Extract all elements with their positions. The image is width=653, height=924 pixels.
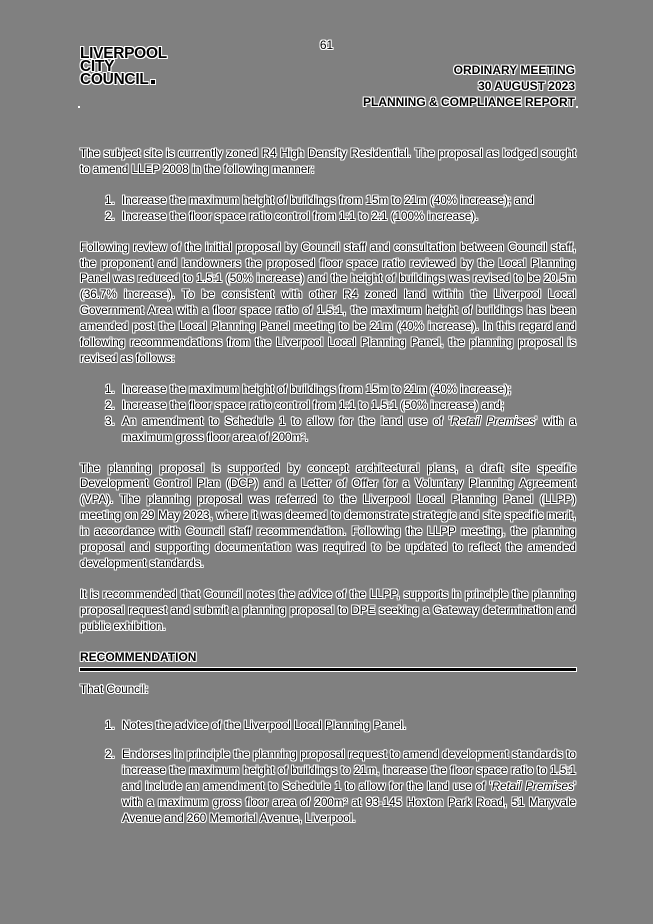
heading-rule xyxy=(80,668,576,671)
recommendation-list xyxy=(80,718,576,826)
council-logo xyxy=(80,47,167,86)
logo-line-1: LIVERPOOL xyxy=(80,45,167,62)
revised-item-1: 1. Increase the maximum height of buildings from 15m to 21m (40% increase); xyxy=(118,382,576,398)
recommended-paragraph: It is recommended that Council notes the advice of the LLPP, supports in principle the planning proposal request and submit a planning proposal to DPE seeking a Gateway determination and public exhibition. xyxy=(80,587,576,633)
recommendation-item-1: 1. Notes the advice of the Liverpool Local Planning Panel. xyxy=(118,718,576,734)
logo-mark-icon xyxy=(151,80,155,84)
meeting-type: ORDINARY MEETING xyxy=(453,63,575,77)
intro-list xyxy=(80,193,576,225)
recommendation-intro: That Council: xyxy=(80,683,149,697)
revised-list xyxy=(80,382,576,446)
logo-line-2: CITY xyxy=(80,58,115,75)
report-header xyxy=(363,62,575,110)
recommendation-heading: RECOMMENDATION xyxy=(80,649,197,664)
header-marker-right xyxy=(576,106,578,108)
page-number: 61 xyxy=(319,38,334,52)
intro-item-1: 1. Increase the maximum height of buildings from 15m to 21m (40% increase); and xyxy=(118,193,576,209)
land-use-term: Retail Premises xyxy=(451,414,535,428)
support-paragraph: The planning proposal is supported by concept architectural plans, a draft site specific Development Control Plan (DCP) and a Letter of Offer for a Voluntary Planning Agreement (VPA). The planning proposal was referred to the Liverpool Local Planning Panel (LLPP) meeting on 29 May 2023, where it was deemed to demonstrate strategic and site specific merit, in accordance with Council staff recommendation. Following the LLPP meeting, the planning proposal and supporting documentation was required to be updated to reflect the amended development standards. xyxy=(80,461,576,570)
intro-paragraph: The subject site is currently zoned R4 High Density Residential. The proposal as lodged sought to amend LLEP 2008 in the following manner: xyxy=(80,147,576,176)
report-body xyxy=(80,146,576,842)
intro-item-2: 2. Increase the floor space ratio control from 1:1 to 2:1 (100% increase). xyxy=(118,209,576,225)
recommendation-item-2: 2. Endorses in principle the planning proposal request to amend development standards to increase the maximum height of buildings to 21m, increase the floor space ratio to 1.5:1 and include an amendment to Schedule 1 to allow for the land use of 'Retail Premises' with a maximum gross floor area of 200m² at 93-145 Hoxton Park Road, 51 Maryvale Avenue and 260 Memorial Avenue, Liverpool. xyxy=(118,747,576,827)
review-paragraph: Following review of the initial proposal by Council staff and consultation between Council staff, the proponent and landowners the proposed floor space ratio reviewed by the Local Planning Panel was reduced to 1.5:1 (50% increase) and the height of buildings was revised to be 20.5m (36.7% increase). To be consistent with other R4 zoned land within the Liverpool Local Government Area with a floor space ratio of 1.5:1, the maximum height of buildings has been amended post the Local Planning Panel meeting to be 21m (40% increase). In this regard and following recommendations from the Liverpool Local Planning Panel, the planning proposal is revised as follows: xyxy=(80,240,576,365)
report-type: PLANNING & COMPLIANCE REPORT xyxy=(362,95,575,109)
land-use-term: Retail Premises xyxy=(491,780,574,794)
logo-line-3: COUNCIL xyxy=(80,71,149,88)
revised-item-2: 2. Increase the floor space ratio control from 1:1 to 1.5:1 (50% increase) and; xyxy=(118,398,576,414)
header-marker-left xyxy=(78,106,80,108)
meeting-date: 30 AUGUST 2023 xyxy=(478,79,575,93)
revised-item-3: 3. An amendment to Schedule 1 to allow for the land use of 'Retail Premises' with a maximum gross floor area of 200m². xyxy=(118,414,576,446)
